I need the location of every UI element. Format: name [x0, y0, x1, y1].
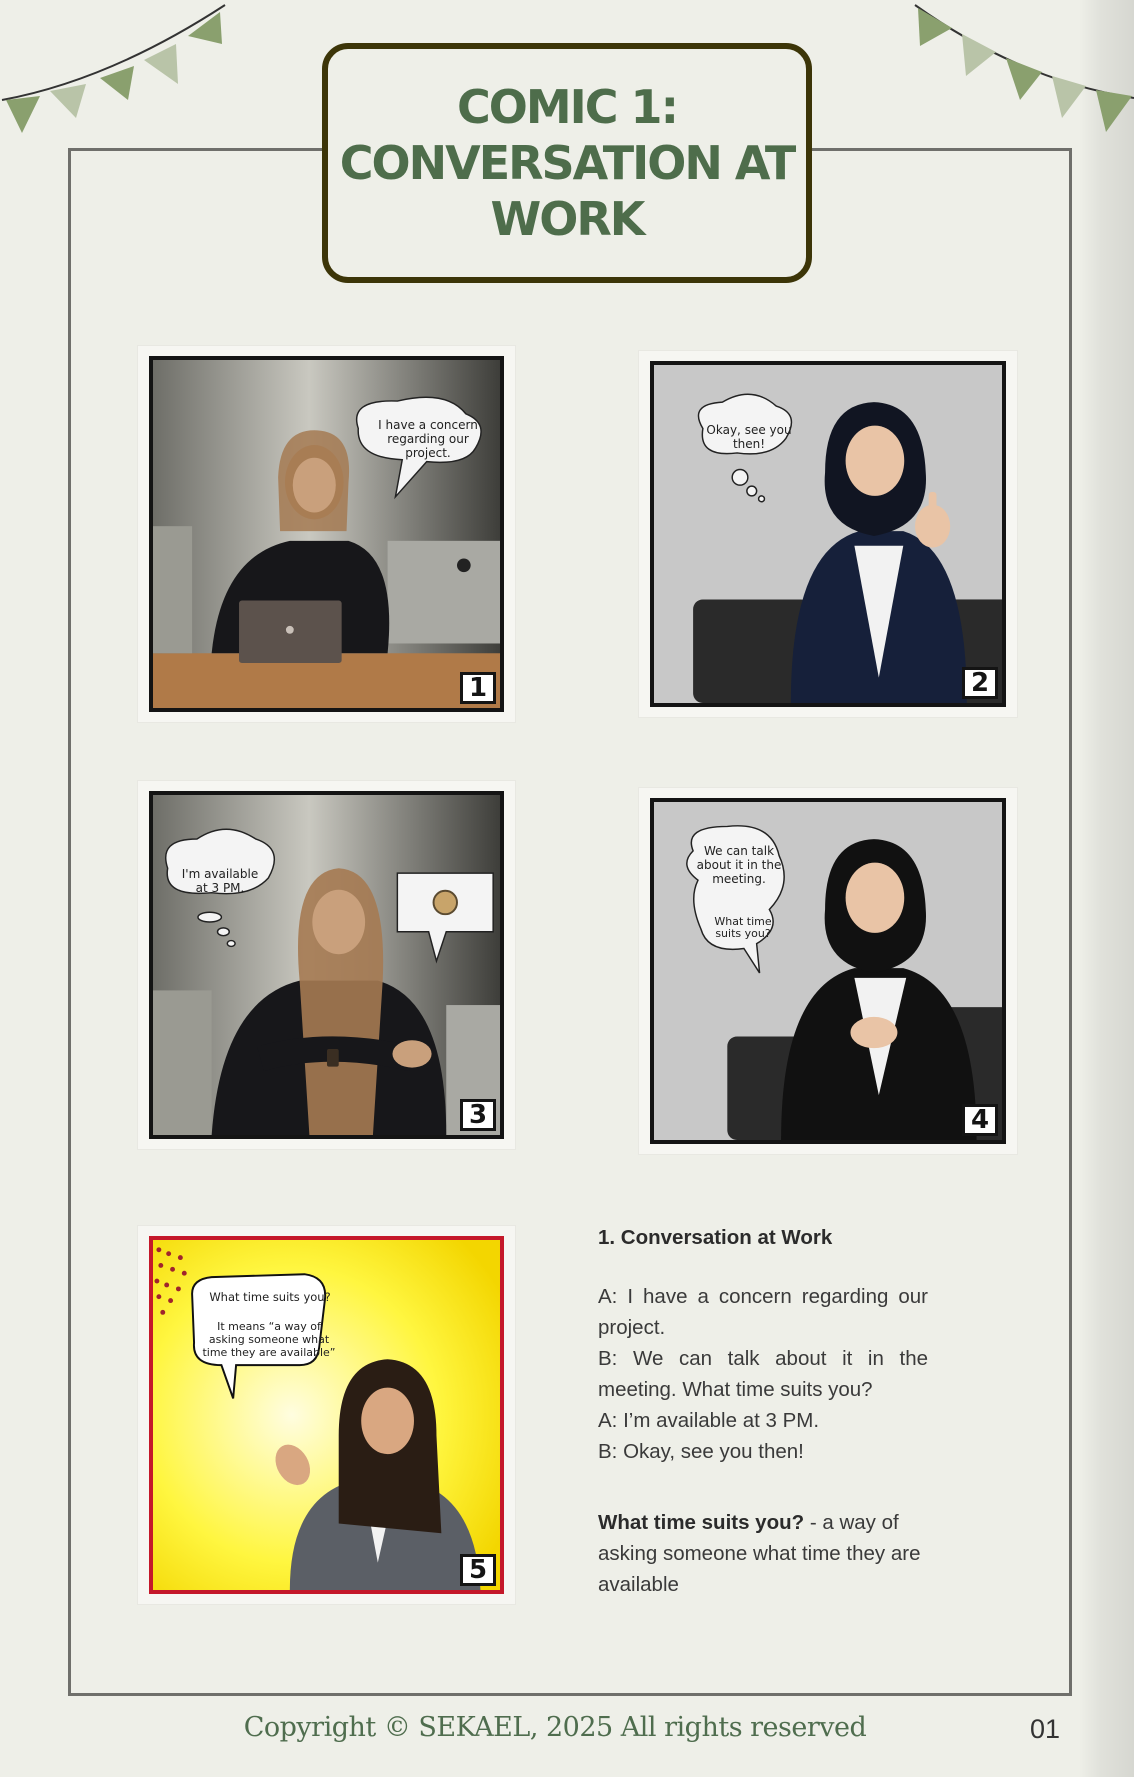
- panel-5-speech-text: It means “a way of asking someone what time they are available”: [202, 1320, 336, 1359]
- copyright-footer: Copyright © SEKAEL, 2025 All rights reserved: [243, 1712, 867, 1743]
- comic-panel-4: [638, 787, 1018, 1155]
- dialogue-line: B: Okay, see you then!: [598, 1440, 804, 1463]
- panel-1-number: 1: [460, 672, 496, 704]
- comic-panel-2: [638, 350, 1018, 718]
- panel-3-number: 3: [460, 1099, 496, 1131]
- panel-1-speech-text: I have a concern regarding our project.: [378, 418, 478, 460]
- office-desk-scene: [153, 360, 500, 708]
- panel-4-photo: [650, 798, 1006, 1144]
- title-box: [322, 43, 812, 283]
- comic-panel-3: [137, 780, 516, 1150]
- title-line-2: CONVERSATION AT: [339, 136, 795, 190]
- checking-watch-scene: [153, 795, 500, 1135]
- comic-panel-5: [137, 1225, 516, 1605]
- dialogue-line: B: We can talk about it in the meeting. What time suits you?: [598, 1347, 928, 1401]
- comic-panel-1: [137, 345, 516, 723]
- definition-term: What time suits you?: [598, 1511, 805, 1534]
- bunting-right: [910, 0, 1134, 140]
- panel-2-photo: [650, 361, 1006, 707]
- thumbs-up-scene: [654, 365, 1002, 703]
- panel-4-speech-text-2: What time suits you?: [714, 915, 772, 940]
- panel-2-thought-text: Okay, see you then!: [706, 423, 792, 451]
- panel-5-number: 5: [460, 1554, 496, 1586]
- dialogue-heading: 1. Conversation at Work: [598, 1226, 833, 1249]
- definition-text: - a way of asking someone what time they are available: [598, 1511, 921, 1596]
- definition: [598, 1507, 938, 1600]
- panel-5-photo: [149, 1236, 504, 1594]
- panel-4-speech-text: We can talk about it in the meeting.: [696, 844, 782, 886]
- dialogue-line: A: I have a concern regarding our project.: [598, 1285, 928, 1339]
- panel-4-number: 4: [962, 1104, 998, 1136]
- title-line-1: COMIC 1:: [457, 80, 677, 134]
- bunting-left: [0, 0, 230, 140]
- page-edge-shadow: [1079, 0, 1134, 1777]
- panel-3-thought-text: I'm available at 3 PM.: [181, 867, 259, 895]
- panel-5-speech-title: What time suits you?: [209, 1290, 331, 1304]
- dialogue-line: A: I’m available at 3 PM.: [598, 1409, 820, 1432]
- title-line-3: WORK: [490, 192, 644, 246]
- panel-1-photo: [149, 356, 504, 712]
- panel-3-photo: [149, 791, 504, 1139]
- panel-2-number: 2: [962, 667, 998, 699]
- page-number: 01: [1030, 1714, 1061, 1744]
- dialogue-text-block: [598, 1222, 928, 1600]
